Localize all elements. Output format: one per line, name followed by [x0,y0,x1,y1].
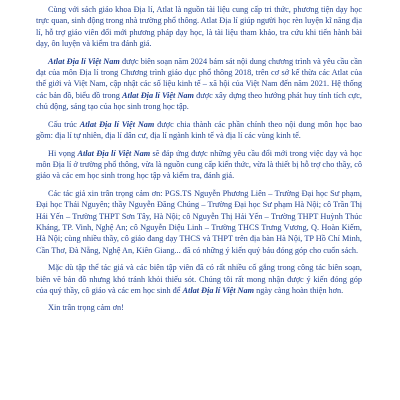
atlas-hope-title-emphasis: Atlat Địa lí Việt Nam [77,148,151,158]
atlas-compilation-paragraph [36,56,362,113]
atlas-hope-paragraph [36,148,362,182]
intro-paragraph-text: Cùng với sách giáo khoa Địa lí, Atlat là nguồn tài liệu cung cấp tri thức, phương tiện dạy học trực quan, sinh động trong nhà trường phổ thông. Atlat Địa lí giúp người học rèn luyện kĩ năng địa lí, hỗ trợ giáo viên đổi mới phương pháp dạy học, là tài liệu tham khảo, tra cứu khi tiến hành bài dạy, ôn luyện và kiểm tra đánh giá. [36,5,362,49]
atlas-structure-paragraph-suffix: được chia thành các phần chính theo nội dung môn học bao gồm: địa lí tự nhiên, địa lí dân cư, địa lí ngành kinh tế và địa lí các vùng kinh tế. [36,119,362,141]
feedback-request-paragraph-suffix: ngày càng hoàn thiện hơn. [254,286,344,296]
atlas-hope-paragraph-prefix: Hi vọng [48,148,78,158]
atlas-title-emphasis: Atlat Địa lí Việt Nam [48,56,120,66]
intro-paragraph [36,4,362,49]
atlas-compilation-paragraph-middle: được biên soạn năm 2024 bám sát nội dung chương trình và yêu cầu cần đạt của môn Địa lí trong Chương trình giáo dục phổ thông 2018, trên cơ sở kế thừa các Atlat của thế giới và Việt Nam, cập nhật các số liệu kinh tế – xã hội của Việt Nam đến năm 2021. Hệ thống các bản đồ, biểu đồ trong [36,56,362,100]
feedback-request-paragraph [36,262,362,296]
atlas-compilation-paragraph-end: được xây dựng theo hướng phát huy tính tích cực, chủ động, sáng tạo của học sinh trong học tập. [36,90,362,112]
atlas-structure-paragraph [36,119,362,142]
closing-thanks-text: Xin trân trọng cảm ơn! [48,303,124,313]
closing-thanks [36,302,362,313]
feedback-request-paragraph-prefix: Mặc dù tập thể tác giả và các biên tập viên đã có rất nhiều cố gắng trong công tác biên soạn, biên vẽ bản đồ nhưng khó tránh khỏi thiếu sót. Chúng tôi rất mong nhận được ý kiến đóng góp của quý thầy, cô giáo và các em học sinh để [36,263,362,296]
acknowledgement-paragraph [36,188,362,256]
atlas-title-emphasis-2: Atlat Địa lí Việt Nam [122,90,194,100]
atlas-structure-paragraph-prefix: Cấu trúc [48,119,80,129]
feedback-request-title-emphasis: Atlat Địa lí Việt Nam [182,286,255,296]
atlas-hope-paragraph-suffix: sẽ đáp ứng được những yêu cầu đổi mới trong việc dạy và học môn Địa lí ở trường phổ thông, vừa là nguồn cung cấp kiến thức, vừa là thiết bị hỗ trợ cho thầy, cô giáo và các em học sinh trong học tập và kiểm tra, đánh giá. [36,148,362,181]
acknowledgement-paragraph-text: Các tác giả xin trân trọng cảm ơn: PGS.TS Nguyễn Phương Liên – Trường Đại học Sư phạm, Đại học Thái Nguyên; thầy Nguyễn Đăng Chúng – Trường Đại học Sư phạm Hà Nội; cô Trần Thị Hải Yến – Trường THPT Sơn Tây, Hà Nội; cô Nguyễn Thị Hải Yến – Trường THPT Huỳnh Thúc Kháng, TP. Vinh, Nghệ An; cô Nguyễn Diệu Linh – Trường THCS Trưng Vương, Q. Hoàn Kiếm, Hà Nội; cùng nhiều thầy, cô giáo đang dạy THCS và THPT trên địa bàn Hà Nội, TP Hồ Chí Minh, Cần Thơ, Đà Nẵng, Nghệ An, Kiên Giang... đã có những ý kiến quý báu đóng góp cho cuốn sách. [36,189,362,255]
atlas-structure-title-emphasis: Atlat Địa lí Việt Nam [79,119,155,129]
